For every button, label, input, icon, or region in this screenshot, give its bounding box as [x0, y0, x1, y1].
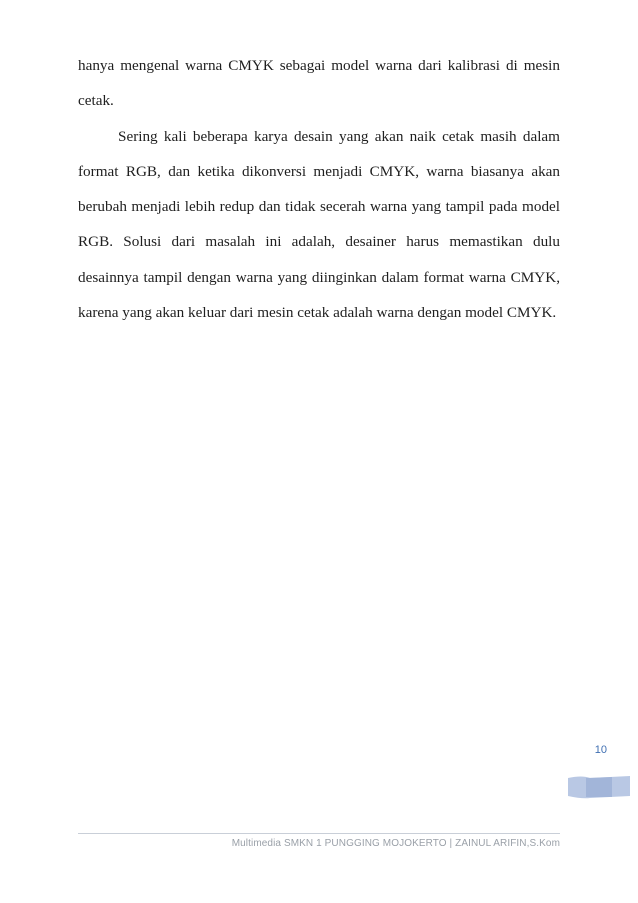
- footer-divider: [78, 833, 560, 834]
- body-text: [78, 48, 560, 330]
- page-tab-decoration: [568, 775, 630, 799]
- footer-text: Multimedia SMKN 1 PUNGGING MOJOKERTO | ZAINUL ARIFIN,S.Kom: [231, 838, 560, 849]
- page-tab-shade: [586, 777, 612, 797]
- paragraph-rgb-cmyk: Sering kali beberapa karya desain yang akan naik cetak masih dalam format RGB, dan ketika dikonversi menjadi CMYK, warna biasanya akan berubah menjadi lebih redup dan tidak secerah warna yang tampil pada model RGB. Solusi dari masalah ini adalah, desainer harus memastikan dulu desainnya tampil dengan warna yang diinginkan dalam format warna CMYK, karena yang akan keluar dari mesin cetak adalah warna dengan model CMYK.: [78, 127, 560, 322]
- paragraph-continuation: hanya mengenal warna CMYK sebagai model warna dari kalibrasi di mesin cetak.: [78, 57, 560, 110]
- page-number: 10: [594, 744, 607, 756]
